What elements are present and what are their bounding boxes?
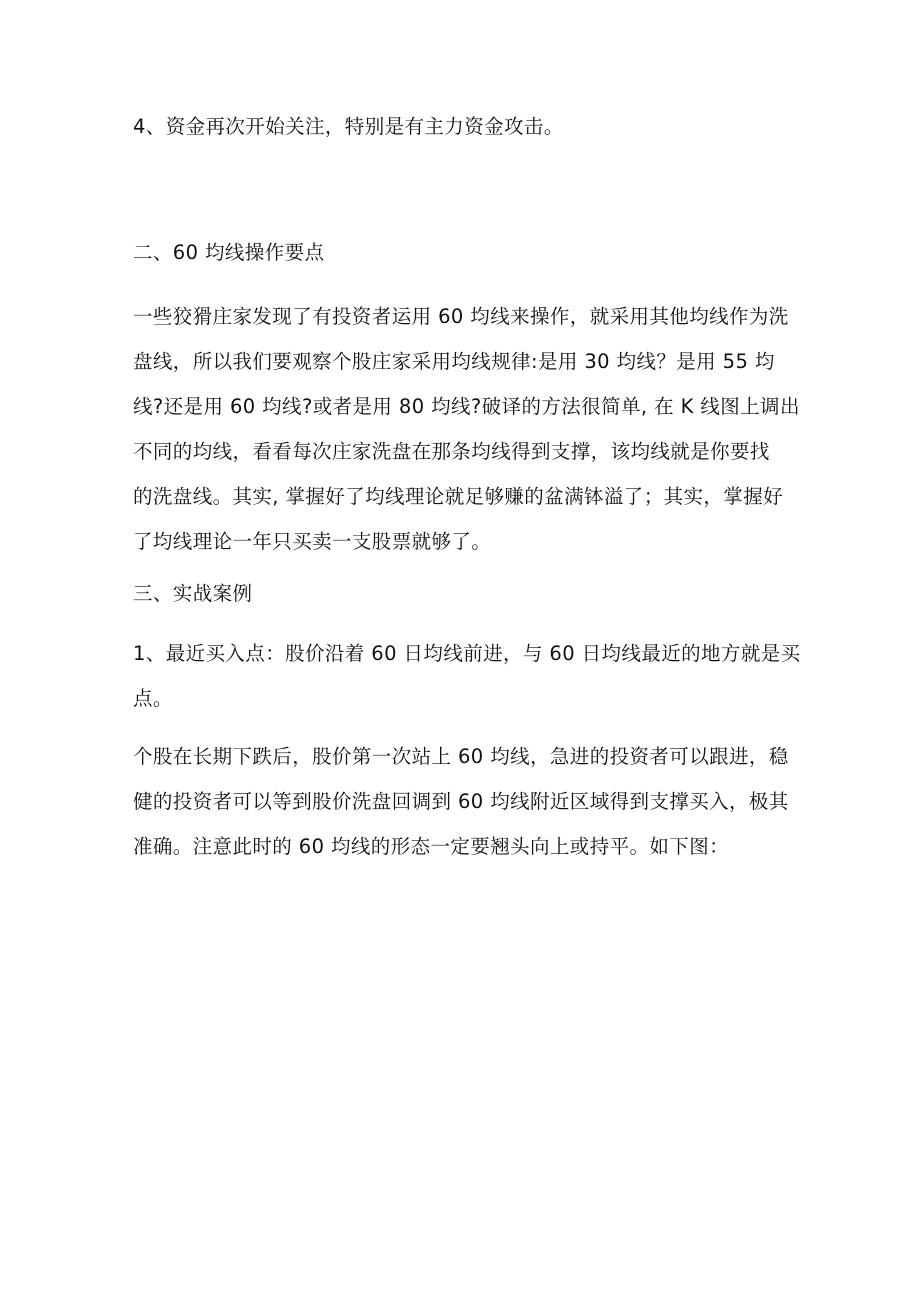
paragraph-line: 1、最近买入点：股价沿着 60 日均线前进，与 60 日均线最近的地方就是买 [133, 642, 801, 665]
paragraph-line: 盘线，所以我们要观察个股庄家采用均线规律:是用 30 均线？是用 55 均 [133, 350, 775, 373]
paragraph-line: 个股在长期下跌后，股价第一次站上 60 均线，急进的投资者可以跟进，稳 [133, 745, 789, 768]
case-1-detail-paragraph [133, 734, 793, 869]
paragraph-line: 点。 [133, 687, 173, 710]
paragraph-line: 了均线理论一年只买卖一支股票就够了。 [133, 530, 492, 553]
paragraph-line: 的洗盘线。其实, 掌握好了均线理论就足够赚的盆满钵溢了；其实，掌握好 [133, 485, 783, 508]
paragraph-line: 不同的均线，看看每次庄家洗盘在那条均线得到支撑，该均线就是你要找 [133, 440, 770, 463]
section-2-paragraph [133, 294, 800, 564]
paragraph-line: 准确。注意此时的 60 均线的形态一定要翘头向上或持平。如下图： [133, 835, 730, 858]
section-2-heading: 二、60 均线操作要点 [133, 241, 325, 264]
case-1-paragraph [133, 631, 801, 721]
item-4-text: 4、资金再次开始关注，特别是有主力资金攻击。 [133, 115, 564, 138]
paragraph-line: 一些狡猾庄家发现了有投资者运用 60 均线来操作，就采用其他均线作为洗 [133, 305, 789, 328]
paragraph-line: 健的投资者可以等到股价洗盘回调到 60 均线附近区域得到支撑买入，极其 [133, 790, 789, 813]
section-3-heading: 三、实战案例 [133, 582, 253, 605]
paragraph-line: 线?还是用 60 均线?或者是用 80 均线?破译的方法很简单, 在 K 线图上调出 [133, 395, 800, 418]
